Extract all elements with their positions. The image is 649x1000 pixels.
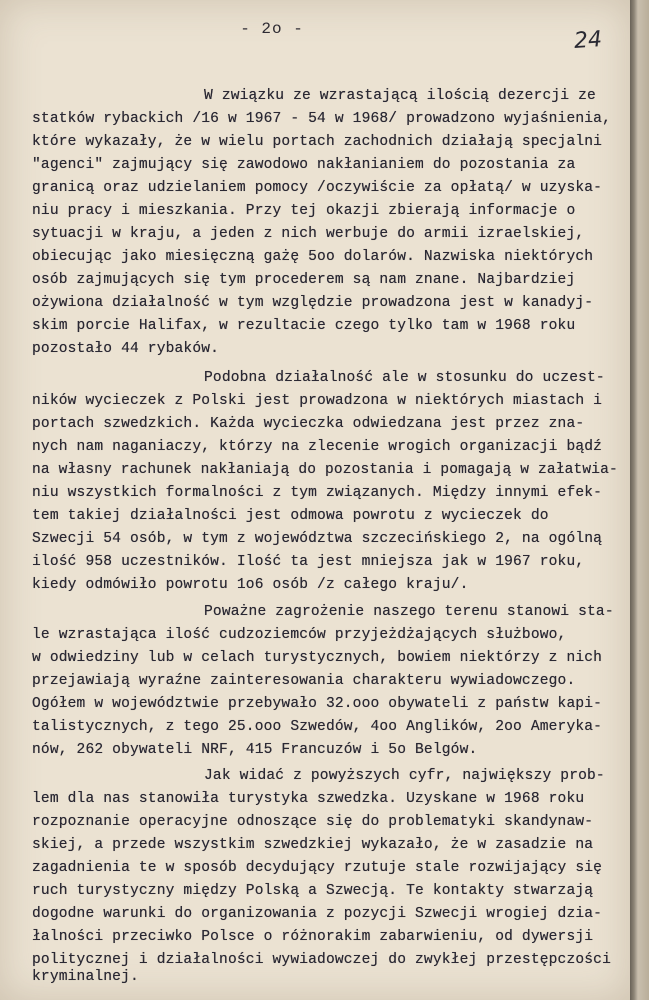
text-line: Podobna działalność ale w stosunku do uczest-: [204, 370, 605, 386]
text-line: nych nam naganiaczy, którzy na zlecenie wrogich organizacji bądź: [32, 439, 603, 455]
text-line: obiecując jako miesięczną gażę 5oo dolarów. Nazwiska niektórych: [32, 249, 594, 265]
text-line: Poważne zagrożenie naszego terenu stanowi sta-: [204, 604, 614, 620]
text-line: kryminalnej.: [32, 969, 139, 985]
text-line: sytuacji w kraju, a jeden z nich werbuje do armii izraelskiej,: [32, 226, 585, 242]
text-line: przejawiają wyraźne zainteresowania charakteru wywiadowczego.: [32, 673, 576, 689]
text-line: lem dla nas stanowiła turystyka szwedzka. Uzyskane w 1968 roku: [32, 791, 585, 807]
handwritten-folio-number: 24: [573, 27, 603, 54]
text-line: w odwiedziny lub w celach turystycznych, bowiem niektórzy z nich: [32, 650, 603, 666]
text-line: Szwecji 54 osób, w tym z województwa szczecińskiego 2, na ogólną: [32, 531, 603, 547]
text-line: rozpoznanie operacyjne odnoszące się do problematyki skandynaw-: [32, 814, 594, 830]
text-line: osób zajmujących się tym procederem są nam znane. Najbardziej: [32, 272, 576, 288]
text-line: zagadnienia te w sposób decydujący rzutuje stale rozwijający się: [32, 860, 603, 876]
text-line: na własny rachunek nakłaniają do pozostania i pomagają w załatwia-: [32, 462, 618, 478]
text-line: nów, 262 obywateli NRF, 415 Francuzów i 5o Belgów.: [32, 742, 478, 758]
page-number: - 2o -: [240, 20, 304, 38]
text-line: W związku ze wzrastającą ilością dezercji ze: [204, 88, 596, 104]
page-edge: [630, 0, 649, 1000]
text-line: tem takiej działalności jest odmowa powrotu z wycieczek do: [32, 508, 549, 524]
text-line: talistycznych, z tego 25.ooo Szwedów, 4oo Anglików, 2oo Ameryka-: [32, 719, 603, 735]
text-line: "agenci" zajmujący się zawodowo nakłanianiem do pozostania za: [32, 157, 576, 173]
text-line: które wykazały, że w wielu portach zachodnich działają specjalni: [32, 134, 603, 150]
text-line: ilość 958 uczestników. Ilość ta jest mniejsza jak w 1967 roku,: [32, 554, 585, 570]
text-line: pozostało 44 rybaków.: [32, 341, 220, 357]
text-line: skiej, a przede wszystkim szwedzkiej wykazało, że w zasadzie na: [32, 837, 594, 853]
text-line: ruch turystyczny między Polską a Szwecją. Te kontakty stwarzają: [32, 883, 594, 899]
text-line: ożywiona działalność w tym względzie prowadzona jest w kanadyj-: [32, 295, 594, 311]
text-line: niu pracy i mieszkania. Przy tej okazji zbierają informacje o: [32, 203, 576, 219]
text-line: Jak widać z powyższych cyfr, największy prob-: [204, 768, 605, 784]
text-line: Ogółem w województwie przebywało 32.ooo obywateli z państw kapi-: [32, 696, 603, 712]
text-line: granicą oraz udzielaniem pomocy /oczywiście za opłatą/ w uzyska-: [32, 180, 603, 196]
text-line: le wzrastająca ilość cudzoziemców przyjeżdżających służbowo,: [32, 627, 567, 643]
text-line: politycznej i działalności wywiadowczej do zwykłej przestępczości: [32, 952, 611, 968]
text-line: ników wycieczek z Polski jest prowadzona w niektórych miastach i: [32, 393, 603, 409]
text-line: niu wszystkich formalności z tym związanych. Między innymi efek-: [32, 485, 603, 501]
text-line: dogodne warunki do organizowania z pozycji Szwecji wrogiej dzia-: [32, 906, 603, 922]
text-line: statków rybackich /16 w 1967 - 54 w 1968/ prowadzono wyjaśnienia,: [32, 111, 611, 127]
text-line: łalności przeciwko Polsce o różnorakim zabarwieniu, od dywersji: [32, 929, 594, 945]
text-line: kiedy odmówiło powrotu 1o6 osób /z całego kraju/.: [32, 577, 469, 593]
text-line: skim porcie Halifax, w rezultacie czego tylko tam w 1968 roku: [32, 318, 576, 334]
text-line: portach szwedzkich. Każda wycieczka odwiedzana jest przez zna-: [32, 416, 585, 432]
